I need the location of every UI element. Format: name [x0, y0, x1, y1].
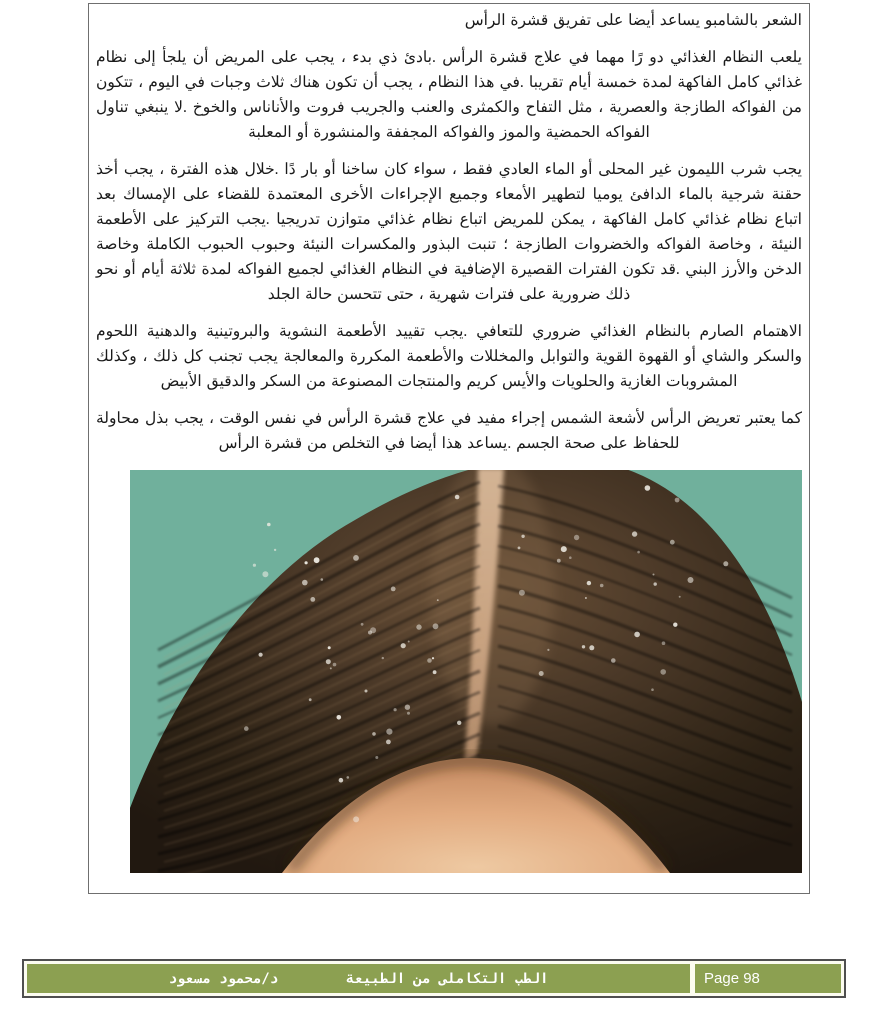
footer-title-cell [27, 964, 690, 993]
document-body [89, 4, 809, 873]
paragraph: يلعب النظام الغذائي دو رًا مهما في علاج قشرة الرأس .بادئ ذي بدء ، يجب على المريض أن يلجأ إلى نظام غذائي كامل الفاكهة لمدة خمسة أيام تقريبا .في هذا النظام ، يجب أن تكون هناك ثلاث وجبات في اليوم ، تتكون من الفواكه الطازجة والعصرية ، مثل التفاح والكمثرى والعنب والجريب فروت والأناناس والخوخ .لا ينبغي تناول الفواكه الحمضية والموز والفواكه المجففة والمنشورة أو المعلبة [96, 49, 802, 141]
footer-bar [22, 959, 846, 998]
footer-page-cell [695, 964, 841, 993]
text-frame [88, 3, 810, 894]
paragraph: يجب شرب الليمون غير المحلى أو الماء العادي فقط ، سواء كان ساخنا أو بار دًا .خلال هذه الفترة ، يجب أخذ حقنة شرجية بالماء الدافئ يوميا لتطهير الأمعاء وجميع الإجراءات الأخرى المعتمدة للقضاء على الإمساك بعد اتباع نظام غذائي كامل الفاكهة ، يمكن للمريض اتباع نظام غذائي متوازن تدريجيا .يجب التركيز على الأطعمة النيئة ، وخاصة الفواكه والخضروات الطازجة ؛ تنبت البذور والمكسرات النيئة وحبوب الحبوب الكاملة وخاصة الدخن والأرز البني .قد تكون الفترات القصيرة الإضافية في النظام الغذائي لجميع الفواكه لمدة ثلاثة أيام أو نحو ذلك ضرورية على فترات شهرية ، حتى تتحسن حالة الجلد [96, 161, 802, 303]
dandruff-photo [130, 470, 802, 873]
page-number: Page 98 [704, 970, 760, 987]
dandruff-photo-svg [130, 470, 802, 873]
author-name: د/محمود مسعود [168, 970, 279, 987]
book-title: الطب التكاملى من الطبيعة [346, 970, 549, 987]
paragraph: كما يعتبر تعريض الرأس لأشعة الشمس إجراء مفيد في علاج قشرة الرأس في نفس الوقت ، يجب بذل محاولة للحفاظ على صحة الجسم .يساعد هذا أيضا في التخلص من قشرة الرأس [96, 410, 802, 452]
paragraph: الشعر بالشامبو يساعد أيضا على تفريق قشرة الرأس [464, 12, 802, 29]
paragraph: الاهتمام الصارم بالنظام الغذائي ضروري للتعافي .يجب تقييد الأطعمة النشوية والبروتينية والدهنية اللحوم والسكر والشاي أو القهوة القوية والتوابل والمخللات والأطعمة المكررة والمعالجة يجب تجنب كل ذلك ، وكذلك المشروبات الغازية والحلويات والأيس كريم والمنتجات المصنوعة من السكر والدقيق الأبيض [96, 323, 802, 390]
